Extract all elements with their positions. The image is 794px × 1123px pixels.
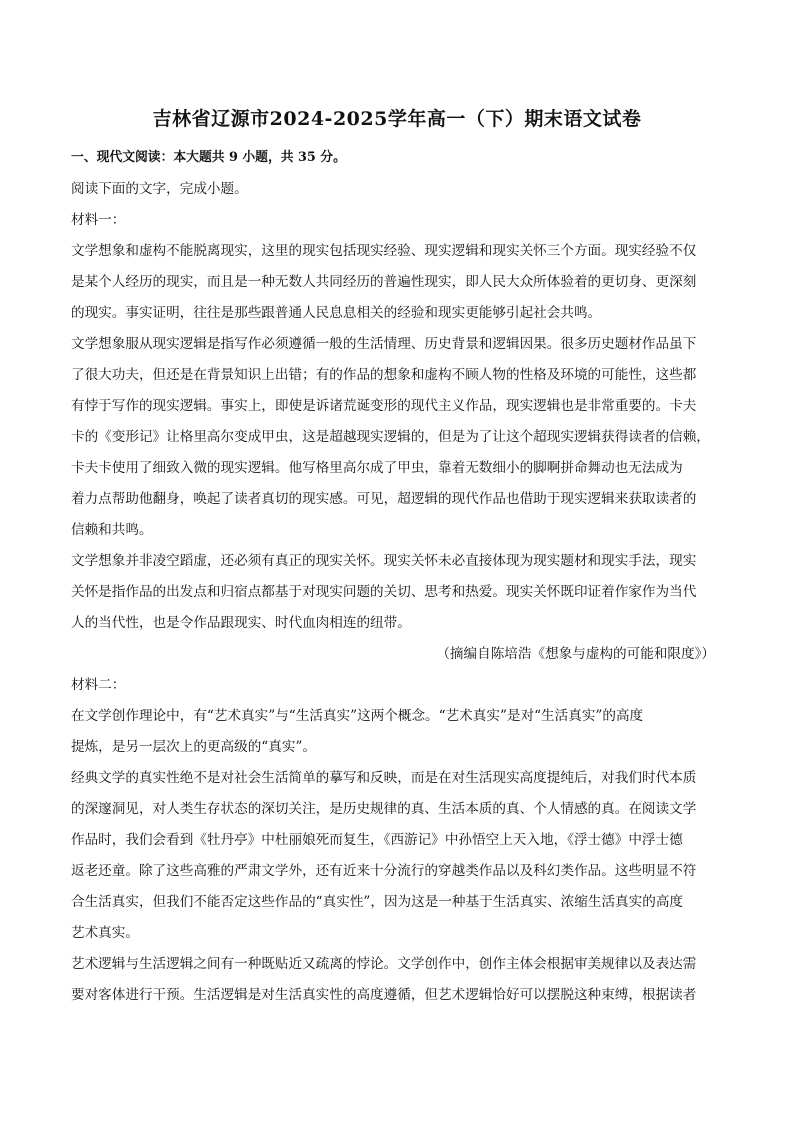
instruction-text: 阅读下面的文字，完成小题。 — [71, 181, 248, 197]
material1-line: 文学想象和虚构不能脱离现实，这里的现实包括现实经验、现实逻辑和现实关怀三个方面。现实经验不仅 — [71, 243, 697, 259]
material2-line: 返老还童。除了这些高雅的严肃文学外，还有近来十分流行的穿越类作品以及科幻类作品。这些明显不符 — [71, 863, 697, 879]
material2-line: 在文学创作理论中，有“艺术真实”与“生活真实”这两个概念。“艺术真实”是对“生活真实”的高度 — [71, 708, 644, 724]
material1-source: （摘编自陈培浩《想象与虚构的可能和限度》） — [436, 646, 715, 662]
material1-line: 人的当代性，也是令作品跟现实、时代血肉相连的纽带。 — [71, 615, 411, 631]
material1-line: 是某个人经历的现实，而且是一种无数人共同经历的普遍性现实，即人民大众所体验着的更切身、更深刻 — [71, 274, 697, 290]
material1-line: 着力点帮助他翻身，唤起了读者真切的现实感。可见，超逻辑的现代作品也借助于现实逻辑来获取读者的 — [71, 491, 697, 507]
material2-line: 提炼，是另一层次上的更高级的“真实”。 — [71, 739, 316, 755]
material1-line: 文学想象服从现实逻辑是指写作必须遵循一般的生活情理、历史背景和逻辑因果。很多历史题材作品虽下 — [71, 336, 697, 352]
material2-line: 经典文学的真实性绝不是对社会生活简单的摹写和反映，而是在对生活现实高度提纯后，对我们时代本质 — [71, 770, 697, 786]
material1-line: 有悖于写作的现实逻辑。事实上，即使是诉诸荒诞变形的现代主义作品，现实逻辑也是非常重要的。卡夫 — [71, 398, 697, 414]
material2-label: 材料二： — [71, 677, 126, 693]
page-title: 吉林省辽源市2024-2025学年高一（下）期末语文试卷 — [152, 108, 642, 130]
section-heading: 一、现代文阅读：本大题共 9 小题，共 35 分。 — [71, 150, 346, 165]
material2-line: 艺术逻辑与生活逻辑之间有一种既贴近又疏离的悖论。文学创作中，创作主体会根据审美规律以及表达需 — [71, 956, 697, 972]
material2-line: 的深邃洞见，对人类生存状态的深切关注，是历史规律的真、生活本质的真、个人情感的真。在阅读文学 — [71, 801, 697, 817]
material1-line: 了很大功夫，但还是在背景知识上出错；有的作品的想象和虚构不顾人物的性格及环境的可能性，这些都 — [71, 367, 697, 383]
material1-line: 卡夫卡使用了细致入微的现实逻辑。他写格里高尔成了甲虫，靠着无数细小的脚啊拼命舞动也无法成为 — [71, 460, 683, 476]
material2-line: 合生活真实，但我们不能否定这些作品的“真实性”，因为这是一种基于生活真实、浓缩生活真实的高度 — [71, 894, 684, 910]
material2-line: 要对客体进行干预。生活逻辑是对生活真实性的高度遵循，但艺术逻辑恰好可以摆脱这种束缚，根据读者 — [71, 987, 697, 1003]
material2-line: 作品时，我们会看到《牡丹亭》中杜丽娘死而复生，《西游记》中孙悟空上天入地，《浮士德》中浮士德 — [71, 832, 683, 848]
material1-line: 关怀是指作品的出发点和归宿点都基于对现实问题的关切、思考和热爱。现实关怀既印证着作家作为当代 — [71, 584, 697, 600]
material1-label: 材料一： — [71, 212, 126, 228]
material1-line: 卡的《变形记》让格里高尔变成甲虫，这是超越现实逻辑的，但是为了让这个超现实逻辑获得读者的信赖， — [71, 429, 710, 445]
material1-line: 信赖和共鸣。 — [71, 522, 153, 538]
material1-line: 文学想象并非凌空蹈虚，还必须有真正的现实关怀。现实关怀未必直接体现为现实题材和现实手法，现实 — [71, 553, 697, 569]
material1-line: 的现实。事实证明，往往是那些跟普通人民息息相关的经验和现实更能够引起社会共鸣。 — [71, 305, 602, 321]
material2-line: 艺术真实。 — [71, 925, 139, 941]
